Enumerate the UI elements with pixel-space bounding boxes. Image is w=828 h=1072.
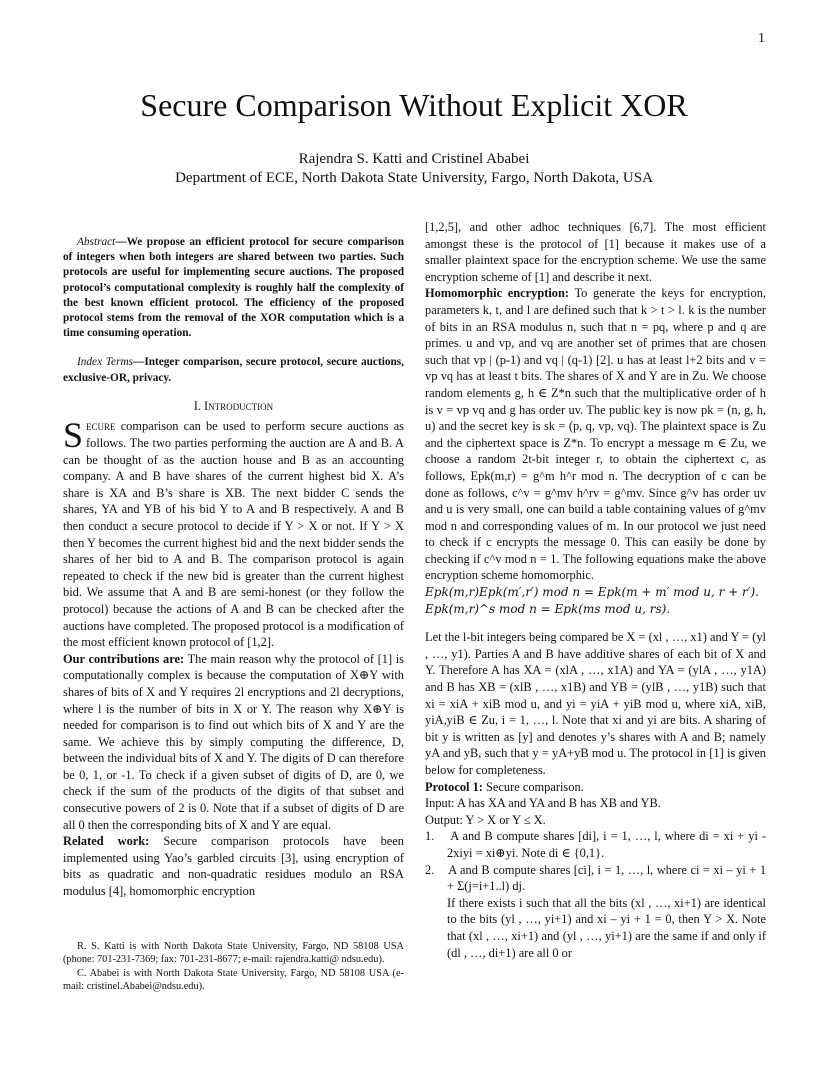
shares-paragraph: Let the l-bit integers being compared be X = (xl , …, x1) and Y = (yl , …, y1). Parties A and B have additive shares of each bit of X and Y. Therefore A has XA = (xlA , …, x1A) and YA = (ylA , …, y1A) and B has XB = (xlB , …, x1B) and YB = (ylB , …, y1B) such that xi = xiA + xiB mod u, and yi = yiA + yiB mod u, where xiA, xiB, yiA,yiB ∈ Zu, i = 1, …, l. Note that xi and yi are bits. A sharing of bit y is written as [y] and denotes y’s shares with A and B; namely yA and yB, such that y = yA+yB mod u. The protocol in [1] is given below for completeness. — [425, 630, 766, 777]
protocol-title: Secure comparison. — [486, 779, 584, 794]
protocol-heading — [425, 779, 766, 796]
first-word: ecure — [86, 419, 116, 434]
step-number: 2. — [425, 862, 435, 877]
abstract-label: Abstract — [77, 236, 116, 248]
contributions-text: The main reason why the protocol of [1] is computationally complex is because the computation of X⊕Y with shares of bits of X and Y requires 2l encryptions and 2l decryptions, where l is the number of bits in X or Y. The reason why X⊕Y is needed for comparison is to find out which bits of X and Y are the same. We achieve this by simply computing the difference, D, between the individual bits of X and Y. The digits of D can therefore be 0, 1, or -1. To check if a given subset of digits of D, are 0, we check if the sum of the products of the digits of that subset and consecutive powers of 2 is 0. Note that if a subset of digits of D are all 0 then the corresponding bits of X and Y are equal. — [63, 651, 405, 832]
equation-2: Epk(m,r)^s mod n = Epk(ms mod u, rs). — [425, 601, 671, 616]
section-number: I. — [193, 398, 201, 413]
page-number: 1 — [758, 31, 765, 46]
author-block — [0, 150, 828, 188]
equation-1: Epk(m,r)Epk(m′,r′) mod n = Epk(m + m′ mod u, r + r′). — [425, 585, 759, 600]
protocol-step-1 — [425, 828, 766, 861]
section-heading — [63, 398, 404, 415]
step-text: A and B compute shares [di], i = 1, …, l, where di = xi + yi - 2xiyi = xi⊕yi. Note di ∈ {0,1}. — [447, 829, 767, 860]
left-column — [63, 219, 404, 900]
related-work-text: Secure comparison protocols have been implemented using Yao’s garbled circuits [3], using encryption of bits as quadratic and non-quadratic residues modulo an RSA modulus [4], homomorphic encryption — [63, 834, 404, 899]
protocol-step-2 — [425, 862, 766, 895]
dropcap: S — [63, 415, 84, 456]
authors: Rajendra S. Katti and Cristinel Ababei — [298, 151, 530, 167]
index-terms — [63, 355, 404, 385]
abstract — [63, 235, 404, 341]
protocol-step-2-continued: If there exists i such that all the bits (xl , …, xi+1) are identical to the bits (yl , …, yi+1) and xi – yi + 1 = 0, then Y > X. Note that (xl , …, xi+1) and (yl , …, yi+1) are the same if and only if (dl , …, di+1) are all 0 or — [447, 895, 766, 960]
contributions-paragraph — [63, 651, 404, 834]
homomorphic-label: Homomorphic encryption: — [425, 286, 570, 301]
index-terms-label: Index Terms — [77, 356, 134, 369]
related-work-label: Related work: — [63, 834, 150, 849]
related-work-paragraph — [63, 833, 404, 899]
section-title: Introduction — [204, 398, 274, 413]
protocol-input: Input: A has XA and YA and B has XB and YB. — [425, 796, 661, 811]
footnote-katti: R. S. Katti is with North Dakota State University, Fargo, ND 58108 USA (phone: 701-231-7369; fax: 701-231-8677; e-mail: rajendra.katti@ ndsu.edu). — [63, 941, 404, 966]
protocol-label: Protocol 1: — [425, 779, 483, 794]
affiliation: Department of ECE, North Dakota State University, Fargo, North Dakota, USA — [175, 170, 653, 186]
step-text: A and B compute shares [ci], i = 1, …, l, where ci = xi – yi + 1 + Σ(j=i+1..l) dj. — [447, 862, 767, 894]
right-column — [425, 219, 766, 961]
homomorphic-paragraph — [425, 285, 766, 584]
contributions-label: Our contributions are: — [63, 651, 185, 666]
protocol-output: Output: Y > X or Y ≤ X. — [425, 812, 546, 827]
footnote-ababei: C. Ababei is with North Dakota State University, Fargo, ND 58108 USA (e-mail: cristinel.Ababei@ndsu.edu). — [63, 967, 404, 993]
footnotes — [63, 940, 404, 994]
paper-title: Secure Comparison Without Explicit XOR — [140, 87, 688, 123]
homomorphic-text: To generate the keys for encryption, parameters k, t, and l are defined such that k > t > l. k is the number of bits in an RSA modulus n, such that n = pq, where p and q are primes. u and vp, and vq are another set of primes that are chosen such that vp | (p-1) and vq | (q-1) [2]. u has at least l+2 bits and v = vp vq has at least t bits. The shares of X and Y are in Zu. We choose random elements g, h ∈ Z*n such that the multiplicative order of h is v = vp vq and g has order uv. The public key is now pk = (n, g, h, u) and the secret key is sk = (p, q, vp, vq). The plaintext space is Zu and the ciphertext space is Z*n. To encrypt a message m ∈ Zu, we choose a random 2t-bit integer r, to obtain the ciphertext c, as follows, Epk(m,r) = g^m h^r mod n. The decryption of c can be done as follows, c^v = g^mv h^rv = g^mv. Since g^v has order uv and u is very small, one can build a table containing values of g^mv mod n and corresponding values of m. In our protocol we just need to check if c encrypts the message 0. This can easily be done by checking if c^v mod n = 1. The following equations make the above encryption scheme homomorphic. — [425, 286, 766, 583]
index-terms-text: —Integer comparison, secure protocol, secure auctions, exclusive-OR, privacy. — [63, 356, 405, 384]
right-paragraph-1: [1,2,5], and other adhoc techniques [6,7]. The most efficient amongst these is the protocol of [1] because it makes use of a smaller plaintext space for the encryption scheme. We use the same encryption scheme of [1] and describe it next. — [425, 220, 766, 284]
intro-paragraph — [63, 415, 404, 650]
abstract-text: —We propose an efficient protocol for secure comparison of integers when both integers are shared between two parties. Such protocols are useful for implementing secure auctions. The proposed protocol’s computational complexity is roughly half the complexity of the best known efficient protocol. The efficiency of the proposed protocol stems from the removal of the XOR computation which is a time consuming operation. — [63, 236, 404, 340]
intro-text: comparison can be used to perform secure auctions as follows. The two parties performing the auction are A and B. A can be thought of as the auction house and B as an accounting company. A and B have shares of the current highest bid X. A’s share is XA and B’s share is XB. The next bidder C sends the shares, YA and YB of his bid Y to A and B respectively. A and B then conduct a secure protocol to decide if Y > X or not. If Y > X then Y becomes the current highest bid and the next bidder sends the shares of her bid to A and B. The comparison protocol is again repeated to check if the new bid is greater than the current highest bid. We assume that A and B are semi-honest (or they follow the protocol) because the actions of A and B can be checked after the auctions have completed. The proposed protocol is a modification of the most efficient known protocol of [1,2]. — [63, 419, 404, 650]
step-number: 1. — [425, 829, 435, 844]
